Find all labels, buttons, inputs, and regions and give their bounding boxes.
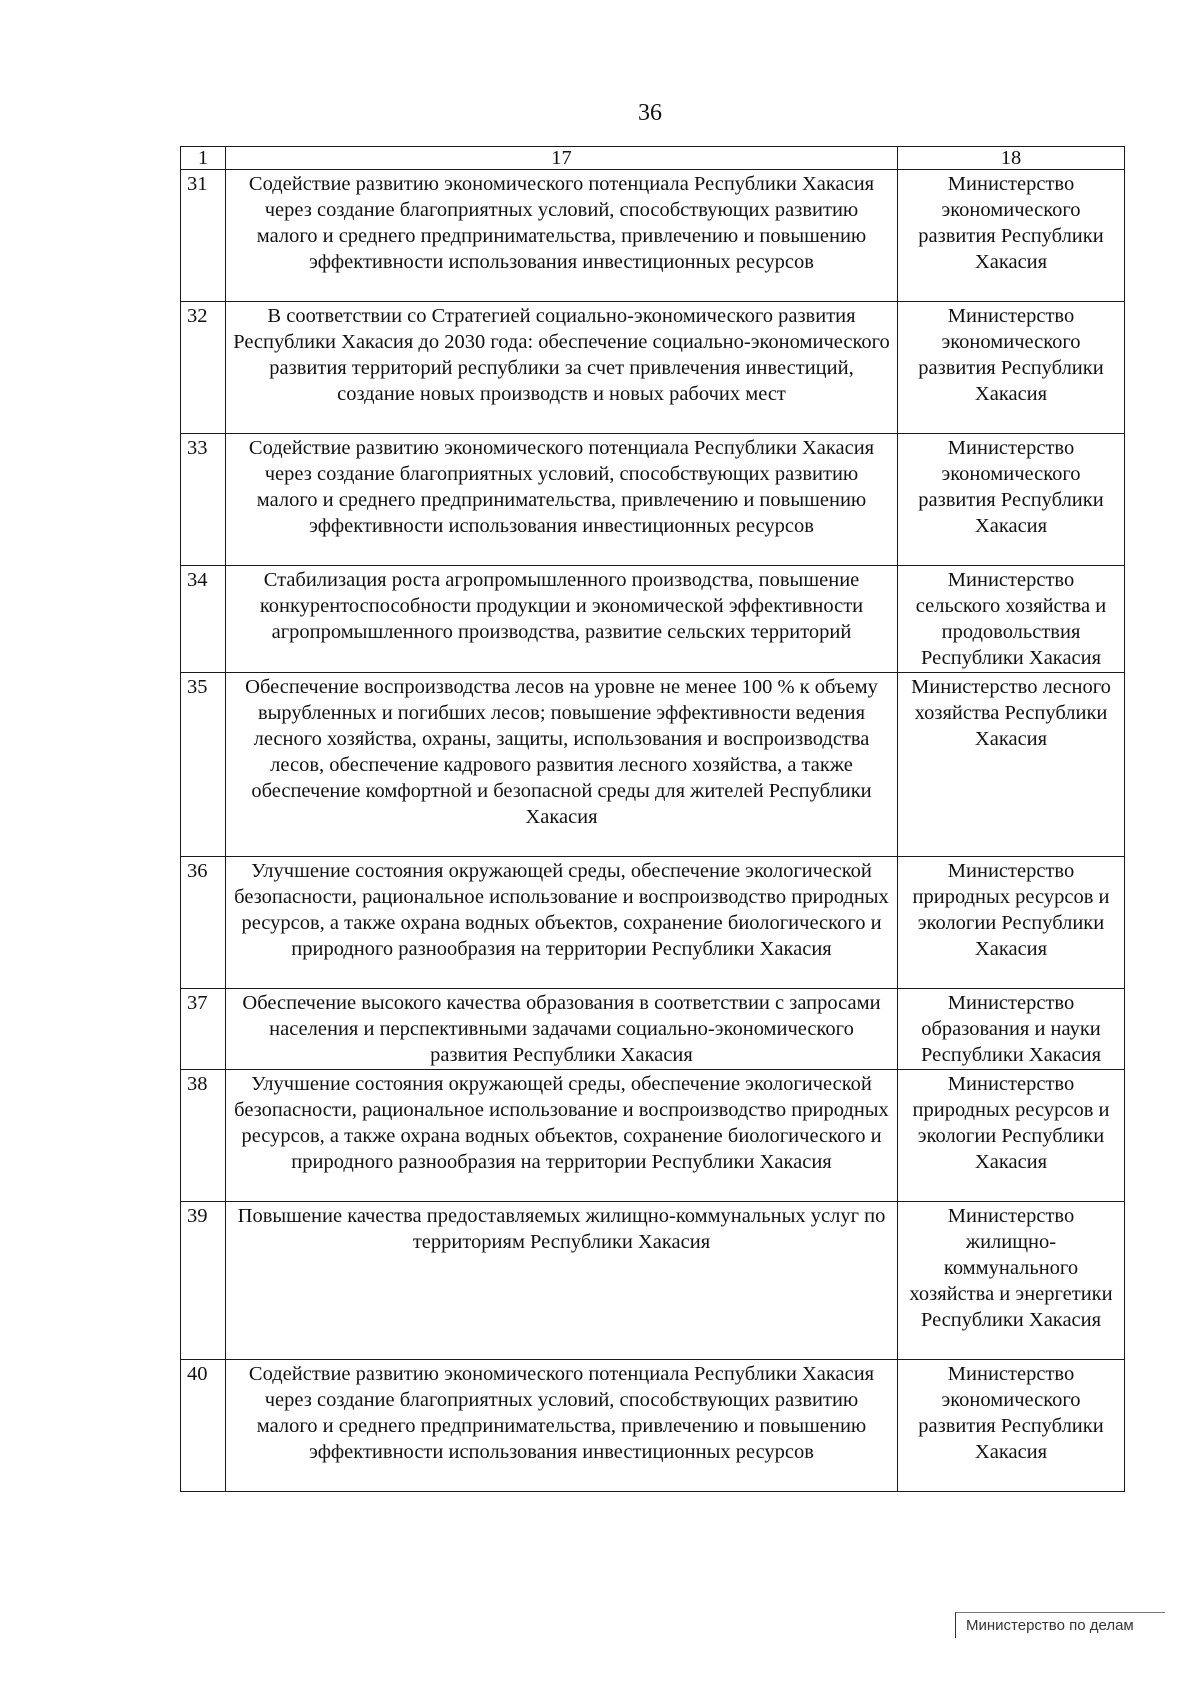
header-col-1: 1 (181, 147, 226, 170)
row-ministry: Министерство лесного хозяйства Республики Хакасия (898, 673, 1125, 857)
registration-stamp: Министерство по делам (955, 1612, 1165, 1638)
table-row (181, 1202, 1125, 1360)
page-number: 36 (638, 100, 662, 126)
row-goal-text: Содействие развитию экономического потенциала Республики Хакасия через создание благоприятных условий, способствующих развитию малого и среднего предпринимательства, привлечению и повышению эффективности использования инвестиционных ресурсов (226, 1360, 898, 1492)
header-col-17: 17 (226, 147, 898, 170)
row-number: 36 (181, 857, 226, 989)
row-ministry: Министерство жилищно-коммунального хозяйства и энергетики Республики Хакасия (898, 1202, 1125, 1360)
header-col-18: 18 (898, 147, 1125, 170)
row-number: 31 (181, 170, 226, 302)
row-goal-text: В соответствии со Стратегией социально-экономического развития Республики Хакасия до 2030 года: обеспечение социально-экономического развития территорий республики за счет привлечения инвестиций, создание новых производств и новых рабочих мест (226, 302, 898, 434)
row-ministry: Министерство сельского хозяйства и продовольствия Республики Хакасия (898, 566, 1125, 673)
row-ministry: Министерство природных ресурсов и экологии Республики Хакасия (898, 1070, 1125, 1202)
row-goal-text: Повышение качества предоставляемых жилищно-коммунальных услуг по территориям Республики Хакасия (226, 1202, 898, 1360)
table-row (181, 170, 1125, 302)
row-number: 37 (181, 989, 226, 1070)
table-row (181, 673, 1125, 857)
row-ministry: Министерство природных ресурсов и экологии Республики Хакасия (898, 857, 1125, 989)
row-ministry: Министерство экономического развития Республики Хакасия (898, 434, 1125, 566)
row-number: 33 (181, 434, 226, 566)
table-header-row (181, 147, 1125, 170)
row-number: 39 (181, 1202, 226, 1360)
table-row (181, 1360, 1125, 1492)
row-number: 32 (181, 302, 226, 434)
table-row (181, 989, 1125, 1070)
row-goal-text: Улучшение состояния окружающей среды, обеспечение экологической безопасности, рациональное использование и воспроизводство природных ресурсов, а также охрана водных объектов, сохранение биологического и природного разнообразия на территории Республики Хакасия (226, 1070, 898, 1202)
row-goal-text: Обеспечение воспроизводства лесов на уровне не менее 100 % к объему вырубленных и погибших лесов; повышение эффективности ведения лесного хозяйства, охраны, защиты, использования и воспроизводства лесов, обеспечение кадрового развития лесного хозяйства, а также обеспечение комфортной и безопасной среды для жителей Республики Хакасия (226, 673, 898, 857)
row-goal-text: Обеспечение высокого качества образования в соответствии с запросами населения и перспективными задачами социально-экономического развития Республики Хакасия (226, 989, 898, 1070)
table-row (181, 302, 1125, 434)
row-goal-text: Стабилизация роста агропромышленного производства, повышение конкурентоспособности продукции и экономической эффективности агропромышленного производства, развитие сельских территорий (226, 566, 898, 673)
row-number: 34 (181, 566, 226, 673)
row-number: 38 (181, 1070, 226, 1202)
table-row (181, 566, 1125, 673)
table-row (181, 1070, 1125, 1202)
row-ministry: Министерство образования и науки Республики Хакасия (898, 989, 1125, 1070)
row-ministry: Министерство экономического развития Республики Хакасия (898, 170, 1125, 302)
table-row (181, 857, 1125, 989)
row-goal-text: Содействие развитию экономического потенциала Республики Хакасия через создание благоприятных условий, способствующих развитию малого и среднего предпринимательства, привлечению и повышению эффективности использования инвестиционных ресурсов (226, 170, 898, 302)
programs-table (180, 146, 1125, 1492)
row-ministry: Министерство экономического развития Республики Хакасия (898, 1360, 1125, 1492)
row-goal-text: Содействие развитию экономического потенциала Республики Хакасия через создание благоприятных условий, способствующих развитию малого и среднего предпринимательства, привлечению и повышению эффективности использования инвестиционных ресурсов (226, 434, 898, 566)
table-row (181, 434, 1125, 566)
row-number: 35 (181, 673, 226, 857)
row-number: 40 (181, 1360, 226, 1492)
row-goal-text: Улучшение состояния окружающей среды, обеспечение экологической безопасности, рациональное использование и воспроизводство природных ресурсов, а также охрана водных объектов, сохранение биологического и природного разнообразия на территории Республики Хакасия (226, 857, 898, 989)
row-ministry: Министерство экономического развития Республики Хакасия (898, 302, 1125, 434)
